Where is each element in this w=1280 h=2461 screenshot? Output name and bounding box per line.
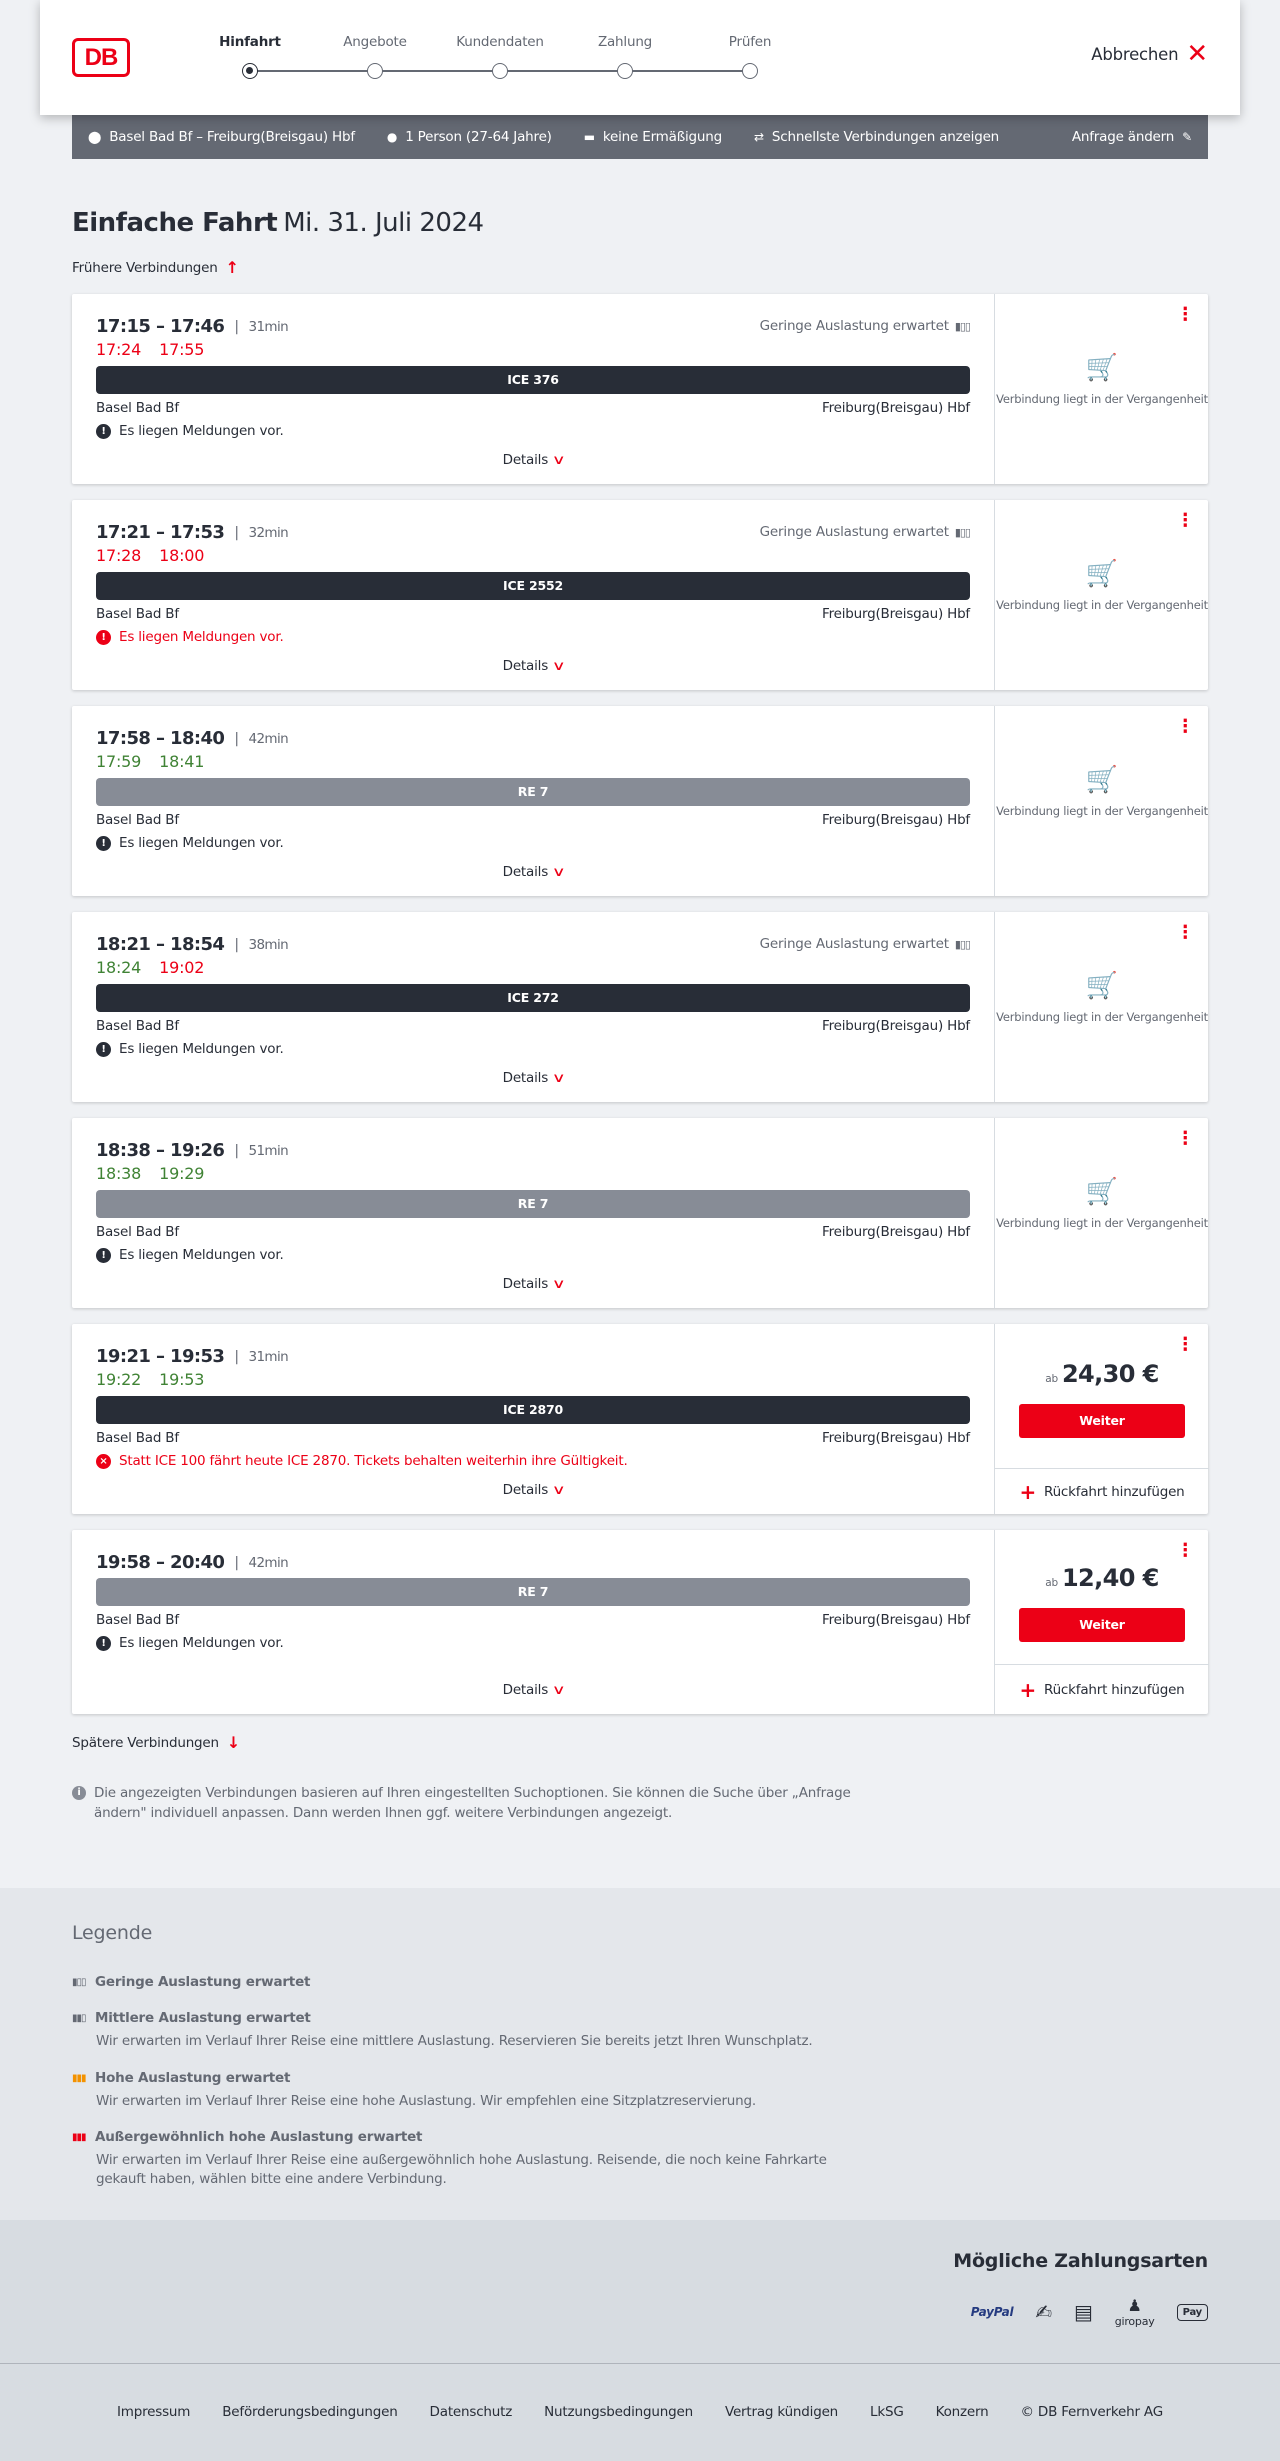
train-bar[interactable]: ICE 272 <box>96 984 970 1012</box>
footer-link-konzern[interactable]: Konzern <box>935 2404 989 2420</box>
details-toggle[interactable] <box>72 1276 994 1292</box>
train-bar[interactable]: ICE 2870 <box>96 1396 970 1424</box>
more-options-icon[interactable]: ⋮ <box>1176 1334 1194 1355</box>
connection-card <box>72 1324 1208 1514</box>
close-icon: ✕ <box>1186 39 1208 69</box>
offer-panel <box>994 294 1208 484</box>
pencil-icon: ✎ <box>1182 130 1192 144</box>
origin-station: Basel Bad Bf <box>96 1612 179 1628</box>
offer-panel <box>994 1324 1208 1514</box>
train-bar[interactable]: ICE 376 <box>96 366 970 394</box>
destination-station: Freiburg(Breisgau) Hbf <box>821 1430 970 1446</box>
schedule-times <box>96 316 288 337</box>
past-connection-info <box>995 1178 1209 1231</box>
giropay-icon: ♟ giropay <box>1114 2296 1155 2328</box>
notice <box>96 1247 284 1263</box>
notice-text: Es liegen Meldungen vor. <box>119 423 284 439</box>
duration: 31min <box>248 1348 289 1365</box>
footer-links <box>0 2404 1280 2420</box>
realtime-times <box>96 958 204 977</box>
occupancy-text: Geringe Auslastung erwartet <box>759 936 949 952</box>
route-text: Basel Bad Bf – Freiburg(Breisgau) Hbf <box>109 129 355 145</box>
duration: 42min <box>248 730 289 747</box>
arrow-up-icon: ↑ <box>225 258 239 277</box>
step-label: Zahlung <box>597 34 653 50</box>
duration: 38min <box>248 936 289 953</box>
realtime-departure: 17:59 <box>96 752 142 771</box>
occupancy-low-icon: ▮▯▯ <box>954 319 970 333</box>
plus-icon: + <box>1019 1677 1036 1702</box>
details-label: Details <box>502 658 549 674</box>
footer-link-nutzungsbedingungen[interactable]: Nutzungsbedingungen <box>544 2404 693 2420</box>
realtime-times <box>96 1370 204 1389</box>
notice <box>96 1041 284 1057</box>
fastest-info <box>754 129 999 145</box>
schedule-times <box>96 728 288 749</box>
add-return-button[interactable] <box>995 1468 1209 1514</box>
occupancy-low-icon: ▮▯▯ <box>954 525 970 539</box>
progress-steps <box>210 34 772 84</box>
db-logo[interactable]: DB <box>72 38 130 77</box>
separator: | <box>234 524 239 541</box>
earlier-connections-link[interactable] <box>72 258 239 277</box>
legend-item <box>72 2010 872 2051</box>
step-zahlung <box>575 34 675 79</box>
planned-times: 17:21 – 17:53 <box>96 522 225 543</box>
connection-details[interactable] <box>72 706 994 896</box>
later-connections-link[interactable] <box>72 1733 240 1752</box>
persons-info <box>387 129 552 145</box>
legend-item-title: Geringe Auslastung erwartet <box>95 1974 311 1990</box>
connection-details[interactable] <box>72 1118 994 1308</box>
exclamation-icon: ! <box>96 1248 111 1263</box>
details-label: Details <box>502 1682 549 1698</box>
more-options-icon[interactable]: ⋮ <box>1176 1540 1194 1561</box>
price-display <box>995 1360 1209 1388</box>
past-text: Verbindung liegt in der Vergangenheit <box>996 1216 1208 1230</box>
connection-card <box>72 1118 1208 1308</box>
step-angebote <box>325 34 425 79</box>
legend-item-title: Außergewöhnlich hohe Auslastung erwartet <box>95 2129 423 2145</box>
duration: 32min <box>248 524 289 541</box>
header-bar <box>40 0 1240 115</box>
payment-title: Mögliche Zahlungsarten <box>953 2250 1208 2272</box>
planned-times: 17:15 – 17:46 <box>96 316 225 337</box>
notice-text: Es liegen Meldungen vor. <box>119 835 284 851</box>
origin-station: Basel Bad Bf <box>96 812 179 828</box>
separator: | <box>234 936 239 953</box>
details-toggle[interactable] <box>72 1070 994 1086</box>
step-label: Kundendaten <box>456 34 544 50</box>
schedule-times <box>96 1552 288 1573</box>
realtime-departure: 19:22 <box>96 1370 142 1389</box>
continue-button[interactable]: Weiter <box>1019 1608 1185 1642</box>
occupancy-text: Geringe Auslastung erwartet <box>759 318 949 334</box>
footer-link-lksg[interactable]: LkSG <box>870 2404 904 2420</box>
chevron-down-icon: ∨ <box>551 865 566 880</box>
route-info <box>88 129 355 145</box>
exclamation-icon: ! <box>96 1636 111 1651</box>
payment-section <box>0 2220 1280 2363</box>
cancel-label: Abbrechen <box>1091 44 1179 64</box>
realtime-arrival: 19:53 <box>159 1370 205 1389</box>
person-icon: ● <box>386 130 398 144</box>
realtime-arrival: 18:00 <box>159 546 205 565</box>
realtime-departure: 17:28 <box>96 546 142 565</box>
more-options-icon[interactable]: ⋮ <box>1176 716 1194 737</box>
legend-item-title: Mittlere Auslastung erwartet <box>95 2010 311 2026</box>
planned-times: 19:21 – 19:53 <box>96 1346 225 1367</box>
more-options-icon[interactable]: ⋮ <box>1176 922 1194 943</box>
step-label: Hinfahrt <box>219 34 281 50</box>
notice-text: Es liegen Meldungen vor. <box>119 1635 284 1651</box>
price-value: 24,30 € <box>1061 1360 1159 1388</box>
cart-unavailable-icon: 🛒 <box>1085 765 1119 795</box>
chevron-down-icon: ∨ <box>551 1277 566 1292</box>
past-text: Verbindung liegt in der Vergangenheit <box>996 392 1208 406</box>
separator: | <box>234 318 239 335</box>
notice <box>96 1453 628 1469</box>
connection-card <box>72 706 1208 896</box>
train-bar[interactable]: RE 7 <box>96 778 970 806</box>
exclamation-icon: ! <box>96 836 111 851</box>
details-toggle[interactable] <box>72 452 994 468</box>
connection-card <box>72 294 1208 484</box>
step-dot <box>617 63 633 79</box>
realtime-arrival: 19:02 <box>159 958 205 977</box>
legend-item <box>72 1974 872 1990</box>
cart-unavailable-icon: 🛒 <box>1085 559 1119 589</box>
details-label: Details <box>502 1482 549 1498</box>
continue-button[interactable]: Weiter <box>1019 1404 1185 1438</box>
destination-station: Freiburg(Breisgau) Hbf <box>821 812 970 828</box>
chevron-down-icon: ∨ <box>551 659 566 674</box>
origin-station: Basel Bad Bf <box>96 1224 179 1240</box>
destination-station: Freiburg(Breisgau) Hbf <box>821 606 970 622</box>
occupancy-high-icon: ▮▮▮ <box>72 2072 86 2084</box>
offer-panel <box>994 912 1208 1102</box>
cancel-button[interactable] <box>1091 39 1208 69</box>
more-options-icon[interactable]: ⋮ <box>1176 510 1194 531</box>
exclamation-icon: ! <box>96 424 111 439</box>
details-toggle[interactable] <box>72 658 994 674</box>
notice-text: Es liegen Meldungen vor. <box>119 1247 284 1263</box>
edit-request-label: Anfrage ändern <box>1071 129 1175 145</box>
past-connection-info <box>995 560 1209 613</box>
page-title <box>72 208 484 238</box>
offer-panel <box>994 706 1208 896</box>
occupancy-medium-icon: ▮▮▯ <box>72 2012 86 2024</box>
notice-text: Es liegen Meldungen vor. <box>119 1041 284 1057</box>
legend-item-desc: Wir erwarten im Verlauf Ihrer Reise eine hohe Auslastung. Wir empfehlen eine Sitzplatzreservierung. <box>96 2093 756 2109</box>
price-prefix: ab <box>1045 1373 1058 1385</box>
occupancy-info <box>760 524 970 540</box>
past-connection-info <box>995 354 1209 407</box>
exclamation-icon: ! <box>96 630 111 645</box>
origin-station: Basel Bad Bf <box>96 1018 179 1034</box>
occupancy-text: Geringe Auslastung erwartet <box>759 524 949 540</box>
step-label: Angebote <box>343 34 407 50</box>
realtime-arrival: 18:41 <box>159 752 205 771</box>
apple-pay-label: Pay <box>1182 2306 1202 2318</box>
schedule-times <box>96 934 288 955</box>
offer-panel <box>994 1118 1208 1308</box>
cart-unavailable-icon: 🛒 <box>1085 971 1119 1001</box>
realtime-departure: 17:24 <box>96 340 142 359</box>
origin-station: Basel Bad Bf <box>96 400 179 416</box>
step-dot <box>367 63 383 79</box>
legend-item <box>72 2129 872 2189</box>
notice-text: Es liegen Meldungen vor. <box>119 629 284 645</box>
apple-pay-icon <box>1177 2304 1208 2321</box>
step-label: Prüfen <box>728 34 772 50</box>
details-label: Details <box>502 1070 549 1086</box>
offer-panel <box>994 500 1208 690</box>
details-toggle[interactable] <box>72 1482 994 1498</box>
planned-times: 17:58 – 18:40 <box>96 728 225 749</box>
footer-link-befoerderungsbedingungen[interactable]: Beförderungsbedingungen <box>222 2404 398 2420</box>
past-text: Verbindung liegt in der Vergangenheit <box>996 804 1208 818</box>
destination-station: Freiburg(Breisgau) Hbf <box>821 1018 970 1034</box>
trip-type: Einfache Fahrt <box>72 208 278 238</box>
realtime-times <box>96 1164 204 1183</box>
planned-times: 18:21 – 18:54 <box>96 934 225 955</box>
schedule-times <box>96 522 288 543</box>
past-connection-info <box>995 766 1209 819</box>
details-toggle[interactable] <box>72 864 994 880</box>
trip-date: Mi. 31. Juli 2024 <box>283 208 484 238</box>
chevron-down-icon: ∨ <box>551 453 566 468</box>
cart-unavailable-icon: 🛒 <box>1085 1177 1119 1207</box>
legend-item-desc: Wir erwarten im Verlauf Ihrer Reise eine mittlere Auslastung. Reservieren Sie bereits jetzt Ihren Wunschplatz. <box>96 2033 813 2049</box>
past-connection-info <box>995 972 1209 1025</box>
giropay-label: giropay <box>1114 2315 1155 2328</box>
persons-text: 1 Person (27-64 Jahre) <box>405 129 552 145</box>
notice <box>96 835 284 851</box>
past-text: Verbindung liegt in der Vergangenheit <box>996 1010 1208 1024</box>
details-label: Details <box>502 1276 549 1292</box>
location-pin-icon: ⬤ <box>88 130 102 144</box>
destination-station: Freiburg(Breisgau) Hbf <box>821 1224 970 1240</box>
info-icon: i <box>72 1786 86 1800</box>
search-info-note <box>72 1783 852 1823</box>
occupancy-very-high-icon: ▮▮▮ <box>72 2131 86 2143</box>
connection-details[interactable] <box>72 1324 994 1514</box>
connection-details[interactable] <box>72 912 994 1102</box>
footer-link-impressum[interactable]: Impressum <box>117 2404 191 2420</box>
chevron-down-icon: ∨ <box>551 1071 566 1086</box>
credit-card-icon: ✍ <box>1035 2300 1052 2324</box>
step-dot <box>742 63 758 79</box>
swap-arrows-icon: ⇄ <box>754 130 764 144</box>
connection-card <box>72 912 1208 1102</box>
occupancy-low-icon: ▮▯▯ <box>954 937 970 951</box>
connection-card <box>72 1530 1208 1714</box>
separator: | <box>234 1554 239 1571</box>
paypal-icon: PayPal <box>970 2305 1014 2319</box>
earlier-label: Frühere Verbindungen <box>72 259 218 276</box>
origin-station: Basel Bad Bf <box>96 1430 179 1446</box>
footer-link-vertrag-kuendigen[interactable]: Vertrag kündigen <box>724 2404 839 2420</box>
step-dot <box>492 63 508 79</box>
notice-text: Statt ICE 100 fährt heute ICE 2870. Tickets behalten weiterhin ihre Gültigkeit. <box>119 1453 628 1469</box>
separator: | <box>234 1348 239 1365</box>
edit-request-button[interactable] <box>1072 129 1192 145</box>
later-label: Spätere Verbindungen <box>72 1734 219 1751</box>
separator: | <box>234 1142 239 1159</box>
add-return-label: Rückfahrt hinzufügen <box>1044 1681 1185 1698</box>
notice <box>96 1635 284 1651</box>
notice <box>96 629 284 645</box>
train-bar[interactable]: RE 7 <box>96 1578 970 1606</box>
legend-section <box>0 1888 1280 2220</box>
duration: 51min <box>248 1142 289 1159</box>
step-dot <box>242 63 258 79</box>
fastest-text: Schnellste Verbindungen anzeigen <box>771 129 1000 145</box>
train-bar[interactable]: ICE 2552 <box>96 572 970 600</box>
cancel-circle-icon: × <box>96 1454 111 1469</box>
price-display <box>995 1564 1209 1592</box>
separator: | <box>234 730 239 747</box>
schedule-times <box>96 1346 288 1367</box>
connection-details[interactable] <box>72 294 994 484</box>
step-hinfahrt <box>200 34 300 79</box>
duration: 42min <box>248 1554 289 1571</box>
notice <box>96 423 284 439</box>
details-toggle[interactable] <box>72 1682 994 1698</box>
occupancy-info <box>760 318 970 334</box>
discount-info <box>584 129 722 145</box>
realtime-departure: 18:24 <box>96 958 142 977</box>
add-return-button[interactable] <box>995 1664 1209 1714</box>
connection-details[interactable] <box>72 1530 994 1714</box>
legend-item <box>72 2070 872 2111</box>
realtime-arrival: 19:29 <box>159 1164 205 1183</box>
destination-station: Freiburg(Breisgau) Hbf <box>821 400 970 416</box>
request-summary-bar <box>72 115 1208 159</box>
legend-item-desc: Wir erwarten im Verlauf Ihrer Reise eine außergewöhnlich hohe Auslastung. Reisende, die noch keine Fahrkarte gekauft haben, wählen bitte eine andere Verbindung. <box>96 2152 827 2187</box>
chevron-down-icon: ∨ <box>551 1683 566 1698</box>
planned-times: 19:58 – 20:40 <box>96 1552 225 1573</box>
realtime-departure: 18:38 <box>96 1164 142 1183</box>
legend-title: Legende <box>72 1922 153 1944</box>
price-prefix: ab <box>1045 1577 1058 1589</box>
offer-panel <box>994 1530 1208 1714</box>
details-label: Details <box>502 452 549 468</box>
planned-times: 18:38 – 19:26 <box>96 1140 225 1161</box>
discount-text: keine Ermäßigung <box>602 129 723 145</box>
realtime-times <box>96 752 204 771</box>
details-label: Details <box>502 864 549 880</box>
step-pruefen <box>700 34 800 79</box>
footer <box>0 2363 1280 2461</box>
arrow-down-icon: ↓ <box>226 1733 241 1752</box>
duration: 31min <box>248 318 289 335</box>
sepa-direct-debit-icon: ▤ <box>1073 2300 1093 2324</box>
cart-unavailable-icon: 🛒 <box>1085 353 1119 383</box>
more-options-icon[interactable]: ⋮ <box>1176 304 1194 325</box>
origin-station: Basel Bad Bf <box>96 606 179 622</box>
footer-link-datenschutz[interactable]: Datenschutz <box>429 2404 513 2420</box>
price-value: 12,40 € <box>1061 1564 1159 1592</box>
realtime-times <box>96 340 204 359</box>
legend-item-title: Hohe Auslastung erwartet <box>95 2070 291 2086</box>
past-text: Verbindung liegt in der Vergangenheit <box>996 598 1208 612</box>
realtime-times <box>96 546 204 565</box>
plus-icon: + <box>1019 1479 1036 1504</box>
add-return-label: Rückfahrt hinzufügen <box>1044 1483 1185 1500</box>
note-text: Die angezeigten Verbindungen basieren auf Ihren eingestellten Suchoptionen. Sie können die Suche über „Anfrage ändern" individuell anpassen. Dann werden Ihnen ggf. weitere Verbindungen angezeigt. <box>94 1785 851 1821</box>
more-options-icon[interactable]: ⋮ <box>1176 1128 1194 1149</box>
realtime-arrival: 17:55 <box>159 340 205 359</box>
step-kundendaten <box>450 34 550 79</box>
payment-icons <box>971 2296 1208 2328</box>
bahncard-icon: ▬ <box>583 130 595 144</box>
occupancy-low-icon: ▮▯▯ <box>72 1976 86 1988</box>
schedule-times <box>96 1140 288 1161</box>
destination-station: Freiburg(Breisgau) Hbf <box>821 1612 970 1628</box>
exclamation-icon: ! <box>96 1042 111 1057</box>
occupancy-info <box>760 936 970 952</box>
connection-details[interactable] <box>72 500 994 690</box>
chevron-down-icon: ∨ <box>551 1483 566 1498</box>
train-bar[interactable]: RE 7 <box>96 1190 970 1218</box>
connection-card <box>72 500 1208 690</box>
footer-copyright: © DB Fernverkehr AG <box>1020 2404 1163 2420</box>
